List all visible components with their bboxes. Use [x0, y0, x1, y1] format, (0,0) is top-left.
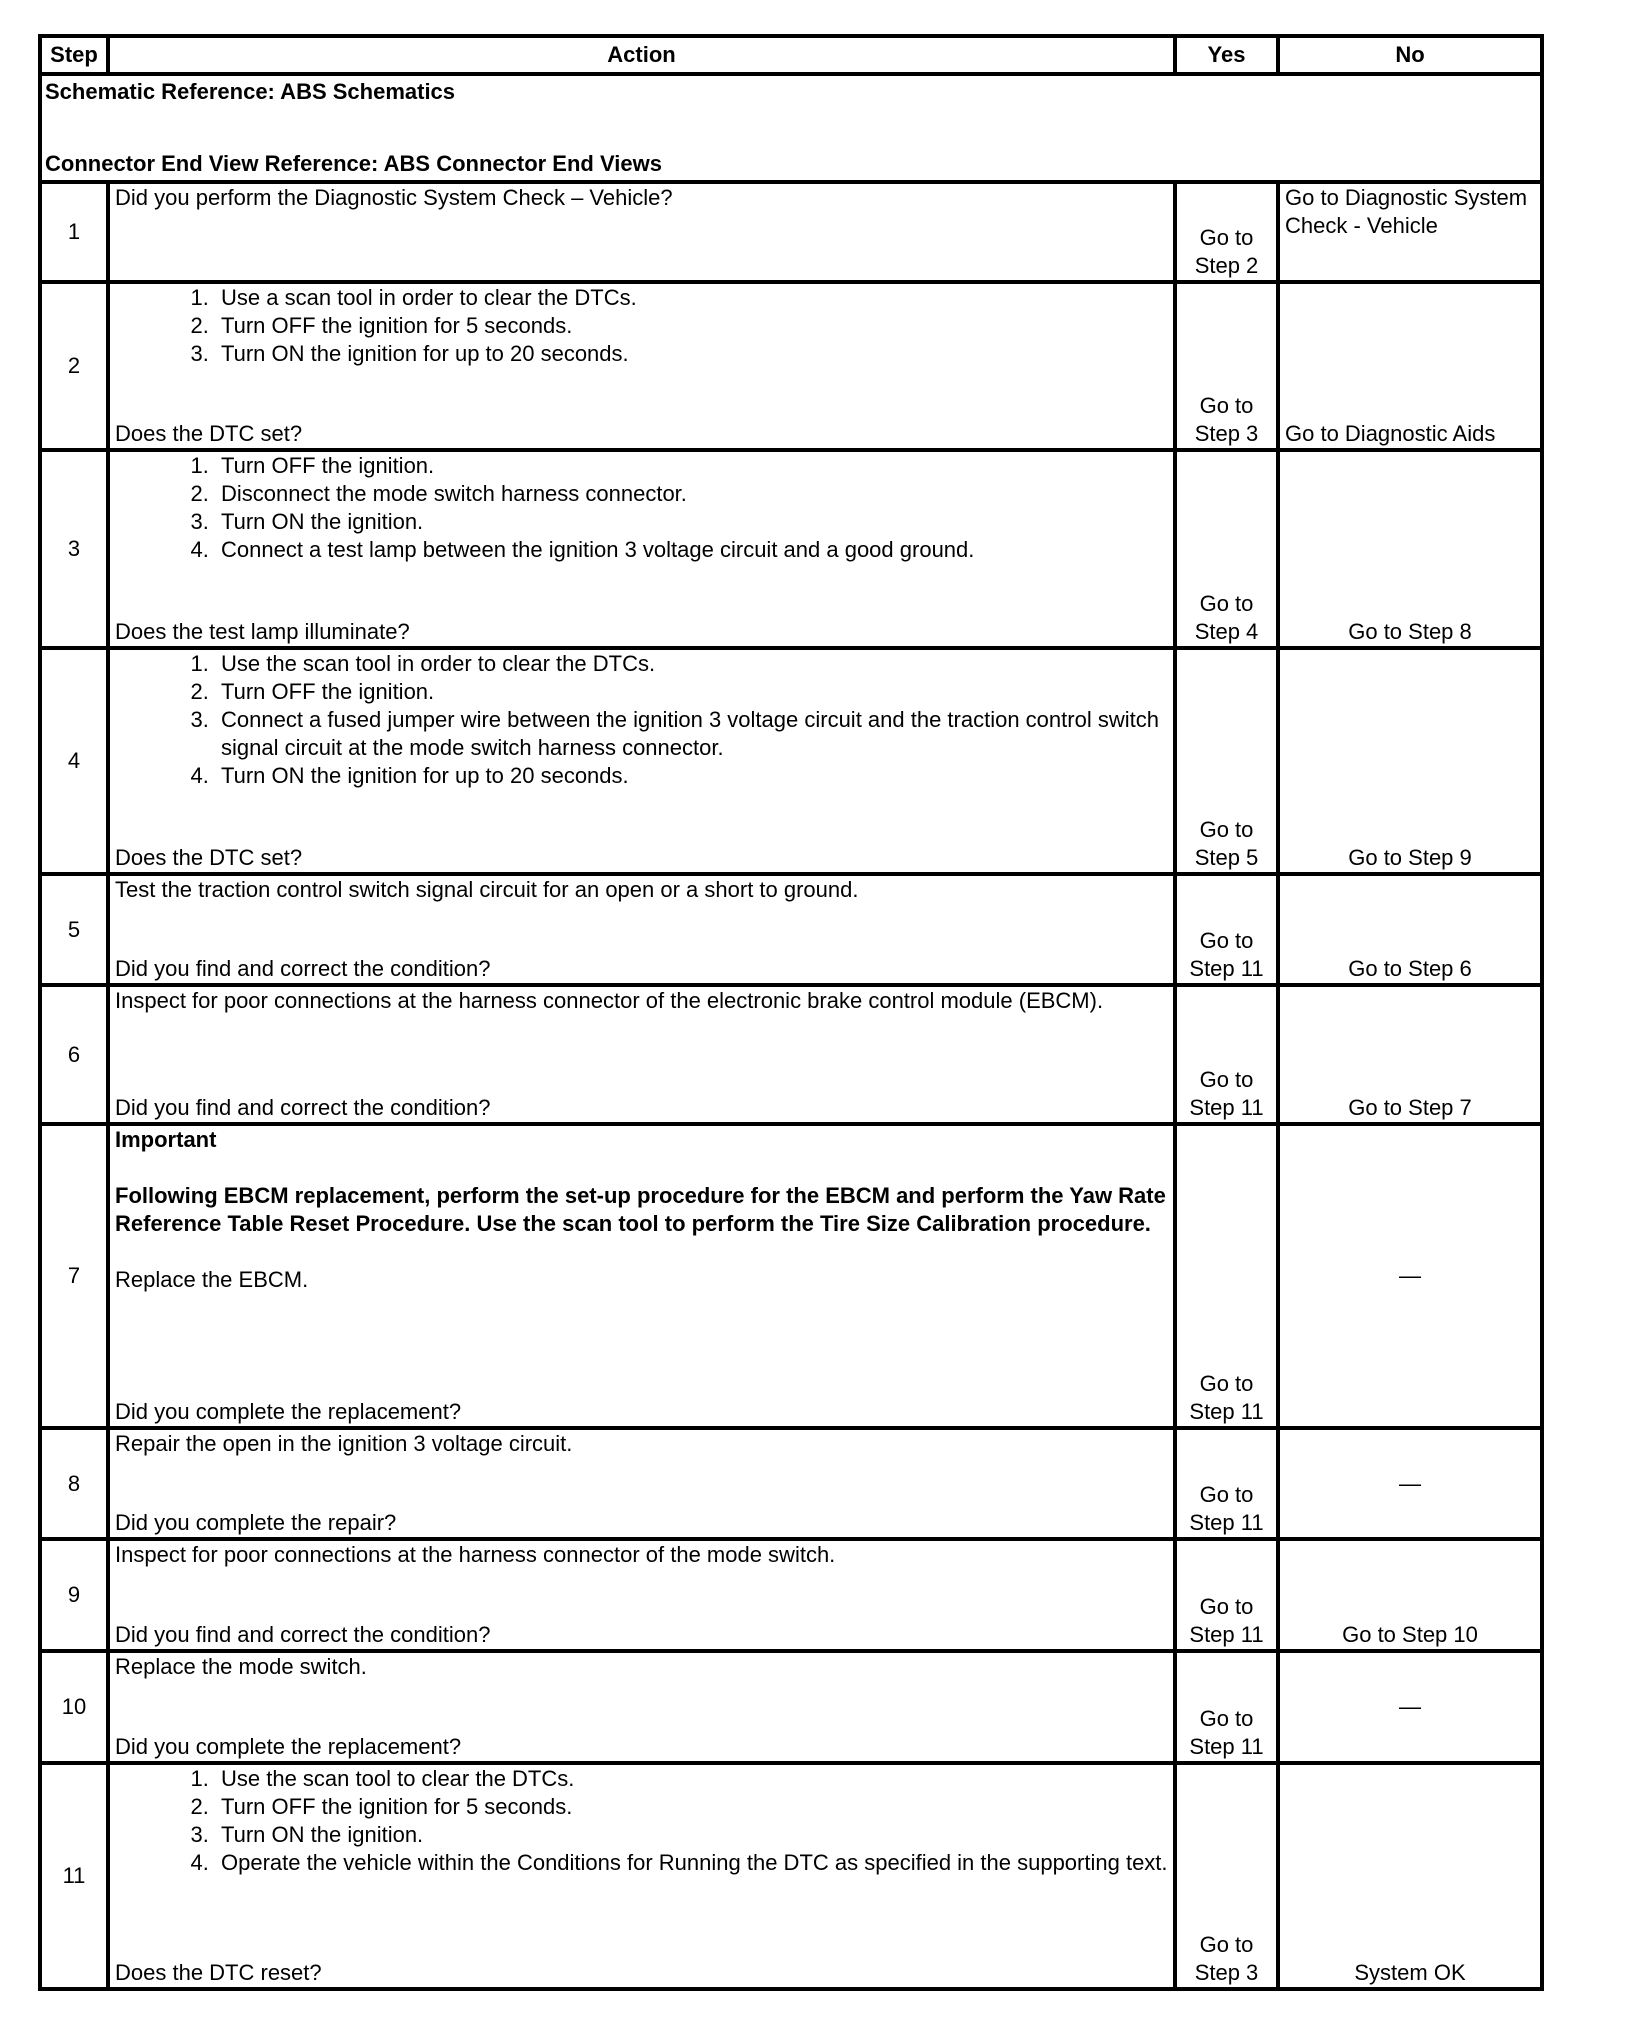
action-instructions [115, 1653, 1168, 1681]
action-cell [108, 1539, 1175, 1651]
action-instructions [115, 987, 1168, 1015]
step-number: 8 [40, 1428, 108, 1539]
action-question: Does the test lamp illuminate? [115, 619, 410, 644]
step-number: 7 [40, 1124, 108, 1428]
table-row [40, 1651, 1542, 1763]
step-number: 4 [40, 648, 108, 874]
table-row [40, 985, 1542, 1124]
header-yes: Yes [1175, 36, 1278, 74]
step-number: 6 [40, 985, 108, 1124]
header-no: No [1278, 36, 1542, 74]
action-cell [108, 1763, 1175, 1989]
action-step: 2. Turn OFF the ignition for 5 seconds. [215, 1793, 1168, 1821]
schematic-reference: Schematic Reference: ABS Schematics [45, 79, 456, 104]
action-step: 3. Connect a fused jumper wire between the ignition 3 voltage circuit and the traction control switch signal circuit at the mode switch harness connector. [215, 706, 1168, 762]
action-question: Did you complete the replacement? [115, 1399, 462, 1424]
yes-result: Go to Step 11 [1175, 1651, 1278, 1763]
table-row [40, 1428, 1542, 1539]
connector-reference: Connector End View Reference: ABS Connector End Views [45, 151, 662, 176]
yes-result: Go to Step 11 [1175, 1124, 1278, 1428]
table-row [40, 182, 1542, 282]
action-question: Did you find and correct the condition? [115, 1095, 491, 1120]
action-steps-list [115, 650, 1168, 790]
yes-result: Go to Step 11 [1175, 874, 1278, 985]
table-row [40, 1539, 1542, 1651]
no-result: System OK [1278, 1763, 1542, 1989]
action-text: Test the traction control switch signal circuit for an open or a short to ground. [115, 877, 859, 902]
action-cell [108, 282, 1175, 450]
action-steps-list [115, 284, 1168, 368]
action-step: 4. Turn ON the ignition for up to 20 seconds. [215, 762, 1168, 790]
action-cell [108, 1651, 1175, 1763]
step-number: 11 [40, 1763, 108, 1989]
action-text: Did you perform the Diagnostic System Check – Vehicle? [115, 185, 673, 210]
action-step: 4. Connect a test lamp between the ignition 3 voltage circuit and a good ground. [215, 536, 1168, 564]
action-text: Repair the open in the ignition 3 voltage circuit. [115, 1431, 573, 1456]
action-step: 1. Turn OFF the ignition. [215, 452, 1168, 480]
spacer [115, 1238, 1168, 1266]
important-note: Important [115, 1127, 217, 1152]
no-result: Go to Diagnostic System Check - Vehicle [1278, 182, 1542, 282]
step-number: 2 [40, 282, 108, 450]
yes-result: Go to Step 4 [1175, 450, 1278, 648]
no-result: Go to Step 8 [1278, 450, 1542, 648]
action-instructions [115, 1430, 1168, 1458]
no-result: — [1278, 1651, 1542, 1763]
action-cell [108, 1428, 1175, 1539]
action-cell [108, 1124, 1175, 1428]
no-result: Go to Step 6 [1278, 874, 1542, 985]
table-row [40, 1763, 1542, 1989]
table-row [40, 874, 1542, 985]
table-row [40, 282, 1542, 450]
action-question: Does the DTC reset? [115, 1960, 322, 1985]
action-step: 3. Turn ON the ignition for up to 20 seconds. [215, 340, 1168, 368]
no-result: Go to Step 9 [1278, 648, 1542, 874]
action-step: 1. Use a scan tool in order to clear the DTCs. [215, 284, 1168, 312]
action-cell [108, 985, 1175, 1124]
action-question: Does the DTC set? [115, 421, 303, 446]
action-instructions [115, 1541, 1168, 1569]
action-instructions [115, 1126, 1168, 1294]
action-step: 2. Turn OFF the ignition for 5 seconds. [215, 312, 1168, 340]
yes-result: Go to Step 3 [1175, 1763, 1278, 1989]
step-number: 3 [40, 450, 108, 648]
action-question: Did you complete the replacement? [115, 1734, 462, 1759]
action-question: Does the DTC set? [115, 845, 303, 870]
action-text: Inspect for poor connections at the harness connector of the mode switch. [115, 1542, 836, 1567]
action-step: 3. Turn ON the ignition. [215, 1821, 1168, 1849]
action-instructions [115, 184, 1168, 212]
action-instructions [115, 1765, 1168, 1877]
action-instructions [115, 284, 1168, 368]
step-number: 9 [40, 1539, 108, 1651]
header-action: Action [108, 36, 1175, 74]
yes-result: Go to Step 3 [1175, 282, 1278, 450]
action-step: 2. Disconnect the mode switch harness connector. [215, 480, 1168, 508]
action-instructions [115, 650, 1168, 790]
step-number: 5 [40, 874, 108, 985]
action-steps-list [115, 1765, 1168, 1877]
action-text: Inspect for poor connections at the harness connector of the electronic brake control module (EBCM). [115, 988, 1104, 1013]
action-cell [108, 648, 1175, 874]
action-step: 3. Turn ON the ignition. [215, 508, 1168, 536]
important-note: Following EBCM replacement, perform the set-up procedure for the EBCM and perform the Yaw Rate Reference Table Reset Procedure. Use the scan tool to perform the Tire Size Calibration procedure. [115, 1183, 1166, 1236]
action-cell [108, 182, 1175, 282]
step-number: 1 [40, 182, 108, 282]
action-text: Replace the EBCM. [115, 1267, 309, 1292]
action-question: Did you complete the repair? [115, 1510, 397, 1535]
diagnostic-table [38, 34, 1544, 1991]
table-row [40, 1124, 1542, 1428]
action-text: Replace the mode switch. [115, 1654, 367, 1679]
action-step: 2. Turn OFF the ignition. [215, 678, 1168, 706]
no-result: Go to Step 10 [1278, 1539, 1542, 1651]
action-instructions [115, 452, 1168, 564]
yes-result: Go to Step 11 [1175, 1539, 1278, 1651]
no-result: Go to Diagnostic Aids [1278, 282, 1542, 450]
action-steps-list [115, 452, 1168, 564]
yes-result: Go to Step 11 [1175, 1428, 1278, 1539]
no-result: Go to Step 7 [1278, 985, 1542, 1124]
spacer [115, 1154, 1168, 1182]
action-step: 1. Use the scan tool to clear the DTCs. [215, 1765, 1168, 1793]
header-step: Step [40, 36, 108, 74]
action-cell [108, 450, 1175, 648]
reference-row [40, 74, 1542, 182]
no-result: — [1278, 1428, 1542, 1539]
action-question: Did you find and correct the condition? [115, 956, 491, 981]
no-result: — [1278, 1124, 1542, 1428]
table-row [40, 648, 1542, 874]
action-step: 4. Operate the vehicle within the Conditions for Running the DTC as specified in the supporting text. [215, 1849, 1168, 1877]
action-instructions [115, 876, 1168, 904]
yes-result: Go to Step 5 [1175, 648, 1278, 874]
header-row [40, 36, 1542, 74]
yes-result: Go to Step 11 [1175, 985, 1278, 1124]
table-row [40, 450, 1542, 648]
action-cell [108, 874, 1175, 985]
action-question: Did you find and correct the condition? [115, 1622, 491, 1647]
step-number: 10 [40, 1651, 108, 1763]
yes-result: Go to Step 2 [1175, 182, 1278, 282]
action-step: 1. Use the scan tool in order to clear the DTCs. [215, 650, 1168, 678]
